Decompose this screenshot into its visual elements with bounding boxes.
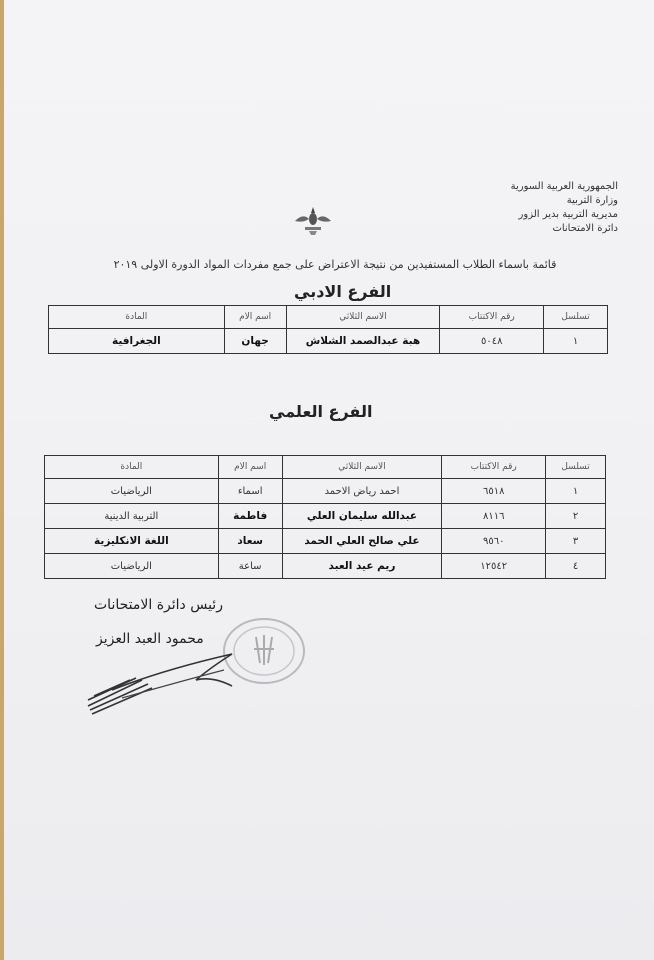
cell-mother: ساعة	[218, 554, 282, 579]
column-header-subject: المادة	[49, 306, 225, 329]
letterhead-line-country: الجمهورية العربية السورية	[510, 181, 618, 192]
cell-seq: ٣	[546, 529, 606, 554]
cell-subject: التربية الدينية	[45, 504, 219, 529]
cell-subject: الجغرافية	[49, 329, 225, 354]
column-header-number: رقم الاكتتاب	[442, 456, 546, 479]
column-header-name: الاسم الثلاثي	[282, 456, 442, 479]
eagle-emblem-icon	[291, 205, 335, 237]
table-row	[49, 329, 608, 354]
cell-number: ٨١١٦	[442, 504, 546, 529]
cell-seq: ٤	[546, 554, 606, 579]
cell-name: هبة عبدالصمد الشلاش	[286, 329, 440, 354]
document-page	[4, 0, 654, 960]
table-row	[45, 479, 606, 504]
letterhead	[448, 180, 618, 236]
cell-subject: الرياضيات	[45, 479, 219, 504]
signatory-title: رئيس دائرة الامتحانات	[94, 597, 223, 613]
cell-number: ٦٥١٨	[442, 479, 546, 504]
scientific-table	[44, 455, 606, 579]
cell-mother: اسماء	[218, 479, 282, 504]
cell-name: عبدالله سليمان العلي	[282, 504, 442, 529]
cell-subject: اللغة الانكليزية	[45, 529, 219, 554]
letterhead-line-ministry: وزارة التربية	[566, 195, 618, 206]
column-header-subject: المادة	[45, 456, 219, 479]
signatory-name: محمود العبد العزيز	[96, 631, 204, 647]
cell-mother: فاطمة	[218, 504, 282, 529]
literary-table	[48, 305, 608, 354]
cell-subject: الرياضيات	[45, 554, 219, 579]
table-row	[45, 504, 606, 529]
cell-name: ريم عيد العبد	[282, 554, 442, 579]
cell-seq: ١	[544, 329, 608, 354]
table-header-row	[45, 456, 606, 479]
cell-number: ٥٠٤٨	[440, 329, 544, 354]
scientific-branch-heading: الفرع العلمي	[269, 402, 373, 421]
column-header-mother: اسم الام	[218, 456, 282, 479]
document-title: قائمة باسماء الطلاب المستفيدين من نتيجة الاعتراض على جمع مفردات المواد الدورة الاولى ٢٠١٩	[113, 258, 557, 271]
cell-number: ١٢٥٤٢	[442, 554, 546, 579]
table-row	[45, 529, 606, 554]
letterhead-line-directorate: مديرية التربية بدير الزور	[518, 209, 618, 220]
letterhead-line-department: دائرة الامتحانات	[552, 223, 618, 234]
cell-mother: جهان	[224, 329, 286, 354]
cell-name: احمد رياض الاحمد	[282, 479, 442, 504]
handwritten-signature-icon	[82, 640, 252, 716]
table-row	[45, 554, 606, 579]
column-header-seq: تسلسل	[546, 456, 606, 479]
table-header-row	[49, 306, 608, 329]
cell-seq: ٢	[546, 504, 606, 529]
column-header-mother: اسم الام	[224, 306, 286, 329]
cell-name: علي صالح العلي الحمد	[282, 529, 442, 554]
column-header-name: الاسم الثلاثي	[286, 306, 440, 329]
cell-mother: سعاد	[218, 529, 282, 554]
literary-branch-heading: الفرع الادبي	[294, 282, 392, 301]
cell-seq: ١	[546, 479, 606, 504]
column-header-seq: تسلسل	[544, 306, 608, 329]
cell-number: ٩٥٦٠	[442, 529, 546, 554]
column-header-number: رقم الاكتتاب	[440, 306, 544, 329]
